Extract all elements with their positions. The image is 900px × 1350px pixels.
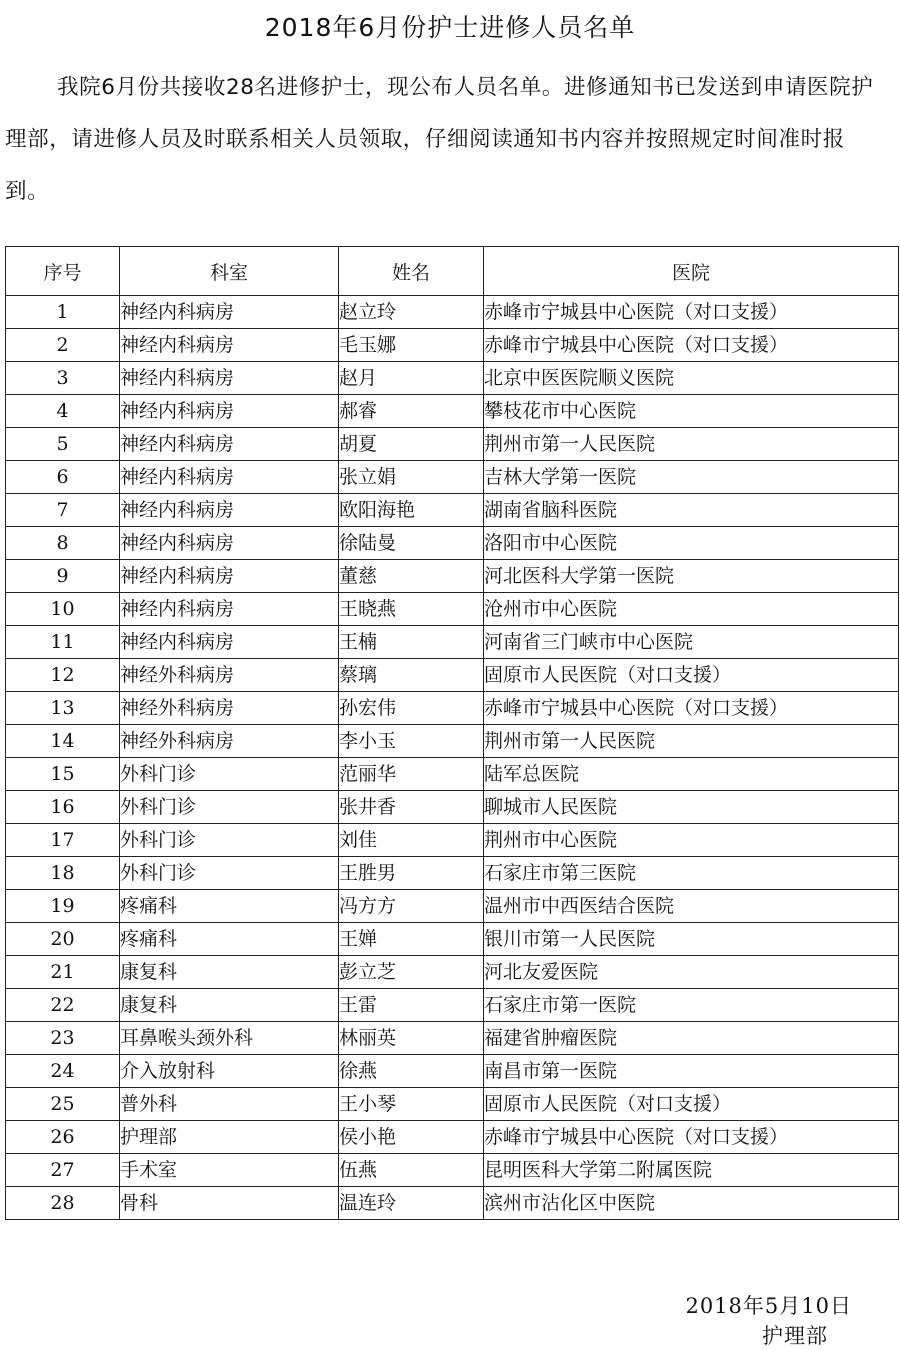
row-name: 王胜男 bbox=[339, 857, 484, 890]
row-index: 6 bbox=[6, 461, 120, 494]
row-hospital: 赤峰市宁城县中心医院（对口支援） bbox=[484, 329, 899, 362]
row-name: 孙宏伟 bbox=[339, 692, 484, 725]
row-index: 27 bbox=[6, 1154, 120, 1187]
table-row bbox=[6, 758, 899, 791]
row-name: 刘佳 bbox=[339, 824, 484, 857]
row-hospital: 固原市人民医院（对口支援） bbox=[484, 1088, 899, 1121]
row-hospital: 南昌市第一医院 bbox=[484, 1055, 899, 1088]
table-row bbox=[6, 659, 899, 692]
nurse-roster-table bbox=[5, 246, 899, 1220]
row-name: 王婵 bbox=[339, 923, 484, 956]
row-hospital: 洛阳市中心医院 bbox=[484, 527, 899, 560]
header-name: 姓名 bbox=[339, 247, 484, 296]
table-row bbox=[6, 725, 899, 758]
row-index: 25 bbox=[6, 1088, 120, 1121]
row-hospital: 赤峰市宁城县中心医院（对口支援） bbox=[484, 1121, 899, 1154]
row-department: 神经内科病房 bbox=[120, 329, 339, 362]
row-department: 骨科 bbox=[120, 1187, 339, 1220]
row-department: 神经内科病房 bbox=[120, 593, 339, 626]
table-row bbox=[6, 791, 899, 824]
table-row bbox=[6, 1154, 899, 1187]
row-index: 5 bbox=[6, 428, 120, 461]
table-row bbox=[6, 461, 899, 494]
row-name: 赵月 bbox=[339, 362, 484, 395]
table-row bbox=[6, 296, 899, 329]
row-index: 3 bbox=[6, 362, 120, 395]
row-name: 冯方方 bbox=[339, 890, 484, 923]
table-row bbox=[6, 626, 899, 659]
row-department: 神经内科病房 bbox=[120, 428, 339, 461]
header-department: 科室 bbox=[120, 247, 339, 296]
row-department: 神经外科病房 bbox=[120, 659, 339, 692]
row-hospital: 固原市人民医院（对口支援） bbox=[484, 659, 899, 692]
row-department: 外科门诊 bbox=[120, 791, 339, 824]
row-hospital: 聊城市人民医院 bbox=[484, 791, 899, 824]
row-department: 护理部 bbox=[120, 1121, 339, 1154]
table-row bbox=[6, 560, 899, 593]
row-name: 张立娟 bbox=[339, 461, 484, 494]
row-index: 10 bbox=[6, 593, 120, 626]
row-hospital: 吉林大学第一医院 bbox=[484, 461, 899, 494]
row-name: 王雷 bbox=[339, 989, 484, 1022]
row-department: 普外科 bbox=[120, 1088, 339, 1121]
table-body bbox=[6, 296, 899, 1220]
row-index: 23 bbox=[6, 1022, 120, 1055]
row-index: 14 bbox=[6, 725, 120, 758]
table-header-row bbox=[6, 247, 899, 296]
row-index: 20 bbox=[6, 923, 120, 956]
row-index: 8 bbox=[6, 527, 120, 560]
row-department: 神经内科病房 bbox=[120, 461, 339, 494]
header-hospital: 医院 bbox=[484, 247, 899, 296]
table-row bbox=[6, 1055, 899, 1088]
row-index: 15 bbox=[6, 758, 120, 791]
row-department: 外科门诊 bbox=[120, 824, 339, 857]
row-index: 9 bbox=[6, 560, 120, 593]
row-name: 范丽华 bbox=[339, 758, 484, 791]
row-department: 神经内科病房 bbox=[120, 626, 339, 659]
row-department: 外科门诊 bbox=[120, 857, 339, 890]
row-index: 16 bbox=[6, 791, 120, 824]
row-index: 13 bbox=[6, 692, 120, 725]
row-name: 毛玉娜 bbox=[339, 329, 484, 362]
row-department: 疼痛科 bbox=[120, 923, 339, 956]
table-row bbox=[6, 428, 899, 461]
row-hospital: 河北友爱医院 bbox=[484, 956, 899, 989]
row-name: 王楠 bbox=[339, 626, 484, 659]
row-hospital: 湖南省脑科医院 bbox=[484, 494, 899, 527]
table-row bbox=[6, 989, 899, 1022]
row-name: 张井香 bbox=[339, 791, 484, 824]
row-name: 王小琴 bbox=[339, 1088, 484, 1121]
row-index: 11 bbox=[6, 626, 120, 659]
row-department: 疼痛科 bbox=[120, 890, 339, 923]
intro-paragraph: 我院6月份共接收28名进修护士，现公布人员名单。进修通知书已发送到申请医院护理部，请进修人员及时联系相关人员领取，仔细阅读通知书内容并按照规定时间准时报到。 bbox=[5, 75, 874, 204]
row-index: 4 bbox=[6, 395, 120, 428]
row-department: 外科门诊 bbox=[120, 758, 339, 791]
row-hospital: 石家庄市第三医院 bbox=[484, 857, 899, 890]
table-row bbox=[6, 956, 899, 989]
row-hospital: 荆州市第一人民医院 bbox=[484, 725, 899, 758]
table-row bbox=[6, 1121, 899, 1154]
row-department: 耳鼻喉头颈外科 bbox=[120, 1022, 339, 1055]
row-index: 1 bbox=[6, 296, 120, 329]
table-row bbox=[6, 329, 899, 362]
row-index: 28 bbox=[6, 1187, 120, 1220]
row-index: 21 bbox=[6, 956, 120, 989]
row-index: 12 bbox=[6, 659, 120, 692]
table-row bbox=[6, 395, 899, 428]
row-name: 伍燕 bbox=[339, 1154, 484, 1187]
table-row bbox=[6, 692, 899, 725]
row-index: 7 bbox=[6, 494, 120, 527]
row-department: 神经外科病房 bbox=[120, 692, 339, 725]
row-hospital: 石家庄市第一医院 bbox=[484, 989, 899, 1022]
row-name: 赵立玲 bbox=[339, 296, 484, 329]
row-name: 王晓燕 bbox=[339, 593, 484, 626]
table-row bbox=[6, 1022, 899, 1055]
row-name: 徐陆曼 bbox=[339, 527, 484, 560]
row-name: 林丽英 bbox=[339, 1022, 484, 1055]
row-department: 康复科 bbox=[120, 989, 339, 1022]
row-hospital: 赤峰市宁城县中心医院（对口支援） bbox=[484, 692, 899, 725]
row-name: 胡夏 bbox=[339, 428, 484, 461]
row-hospital: 荆州市中心医院 bbox=[484, 824, 899, 857]
row-department: 神经内科病房 bbox=[120, 494, 339, 527]
row-hospital: 滨州市沾化区中医院 bbox=[484, 1187, 899, 1220]
row-index: 19 bbox=[6, 890, 120, 923]
table-row bbox=[6, 593, 899, 626]
table-row bbox=[6, 1088, 899, 1121]
row-hospital: 河南省三门峡市中心医院 bbox=[484, 626, 899, 659]
row-name: 郝睿 bbox=[339, 395, 484, 428]
row-name: 欧阳海艳 bbox=[339, 494, 484, 527]
row-name: 彭立芝 bbox=[339, 956, 484, 989]
row-hospital: 北京中医医院顺义医院 bbox=[484, 362, 899, 395]
row-hospital: 攀枝花市中心医院 bbox=[484, 395, 899, 428]
table-row bbox=[6, 494, 899, 527]
table-row bbox=[6, 362, 899, 395]
row-department: 神经外科病房 bbox=[120, 725, 339, 758]
table-row bbox=[6, 857, 899, 890]
row-hospital: 福建省肿瘤医院 bbox=[484, 1022, 899, 1055]
row-hospital: 赤峰市宁城县中心医院（对口支援） bbox=[484, 296, 899, 329]
row-department: 介入放射科 bbox=[120, 1055, 339, 1088]
row-department: 手术室 bbox=[120, 1154, 339, 1187]
row-hospital: 陆军总医院 bbox=[484, 758, 899, 791]
row-hospital: 温州市中西医结合医院 bbox=[484, 890, 899, 923]
row-name: 徐燕 bbox=[339, 1055, 484, 1088]
issuing-department: 护理部 bbox=[762, 1324, 828, 1348]
row-hospital: 银川市第一人民医院 bbox=[484, 923, 899, 956]
row-department: 神经内科病房 bbox=[120, 362, 339, 395]
row-name: 董慈 bbox=[339, 560, 484, 593]
row-name: 蔡璃 bbox=[339, 659, 484, 692]
row-hospital: 荆州市第一人民医院 bbox=[484, 428, 899, 461]
row-name: 李小玉 bbox=[339, 725, 484, 758]
row-index: 24 bbox=[6, 1055, 120, 1088]
table-row bbox=[6, 923, 899, 956]
row-hospital: 沧州市中心医院 bbox=[484, 593, 899, 626]
table-row bbox=[6, 1187, 899, 1220]
row-index: 26 bbox=[6, 1121, 120, 1154]
row-name: 侯小艳 bbox=[339, 1121, 484, 1154]
table-row bbox=[6, 824, 899, 857]
row-name: 温连玲 bbox=[339, 1187, 484, 1220]
row-department: 康复科 bbox=[120, 956, 339, 989]
document-title: 2018年6月份护士进修人员名单 bbox=[264, 13, 636, 42]
header-index: 序号 bbox=[6, 247, 120, 296]
table-row bbox=[6, 890, 899, 923]
row-department: 神经内科病房 bbox=[120, 395, 339, 428]
row-index: 22 bbox=[6, 989, 120, 1022]
row-index: 2 bbox=[6, 329, 120, 362]
issue-date: 2018年5月10日 bbox=[685, 1294, 852, 1318]
row-hospital: 昆明医科大学第二附属医院 bbox=[484, 1154, 899, 1187]
table-row bbox=[6, 527, 899, 560]
row-hospital: 河北医科大学第一医院 bbox=[484, 560, 899, 593]
row-department: 神经内科病房 bbox=[120, 296, 339, 329]
row-department: 神经内科病房 bbox=[120, 560, 339, 593]
row-index: 18 bbox=[6, 857, 120, 890]
row-department: 神经内科病房 bbox=[120, 527, 339, 560]
row-index: 17 bbox=[6, 824, 120, 857]
